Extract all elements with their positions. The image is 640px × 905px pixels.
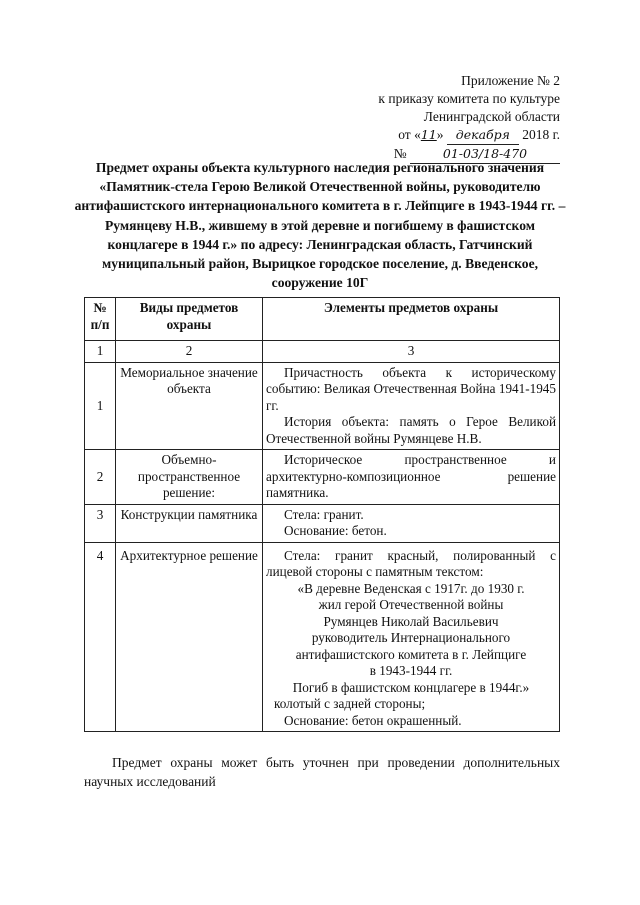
- row-num: 2: [85, 450, 116, 505]
- header-type: Виды предметов охраны: [116, 298, 263, 341]
- row-type: Архитектурное решение: [116, 542, 263, 732]
- appendix-block: [378, 72, 560, 164]
- protection-table: [84, 297, 560, 732]
- column-number-row: 1 2 3: [85, 341, 560, 363]
- footer-note: Предмет охраны может быть уточнен при проведении дополнительных научных исследований: [84, 755, 560, 789]
- row-num: 4: [85, 542, 116, 732]
- appendix-region-line: Ленинградской области: [423, 109, 560, 124]
- table-row: [85, 542, 560, 732]
- header-elements: Элементы предметов охраны: [263, 298, 560, 341]
- row-num: 1: [85, 362, 116, 450]
- handwritten-month: декабря: [447, 126, 519, 145]
- header-num: № п/п: [85, 298, 116, 341]
- appendix-order-line: к приказу комитета по культуре: [378, 91, 560, 106]
- appendix-title: Приложение № 2: [461, 73, 560, 88]
- memorial-inscription: «В деревне Веденская с 1917г. до 1930 г. жил герой Отечественной войны Румянцев Николай Васильевич руководитель Интернационального антифашистского комитета в г. Лейпциге в 1943-1944 гг. Погиб в фашистском концлагере в 1944г.»: [292, 580, 530, 695]
- row-elements: Историческое пространственное и архитектурно-композиционное решение памятника.: [263, 450, 560, 505]
- appendix-date-line: от «11» декабря 2018 г.: [378, 126, 560, 145]
- document-title: Предмет охраны объекта культурного наследия регионального значения «Памятник-стела Герою Великой Отечественной войны, руководителю антифашистского интернационального комитета в г. Лейпциге в 1943-1944 гг. – Румянцеву Н.В., жившему в этой деревне и погибшему в фашистском концлагере в 1944 г.» по адресу: Ленинградская область, Гатчинский муниципальный район, Вырицкое городское поселение, д. Введенское, сооружение 10Г: [74, 160, 566, 291]
- row-elements: Причастность объекта к историческому событию: Великая Отечественная Война 1941-1945 гг. История объекта: память о Герое Великой Отечественной войны Румянцеве Н.В.: [263, 362, 560, 450]
- handwritten-number: 01-03/18-470: [410, 145, 560, 164]
- table-row: [85, 362, 560, 450]
- appendix-number-line: № 01-03/18-470: [378, 145, 560, 164]
- row-type: Конструкции памятника: [116, 504, 263, 542]
- table-row: [85, 504, 560, 542]
- row-elements: Стела: гранит. Основание: бетон.: [263, 504, 560, 542]
- row-type: Мемориальное значение объекта: [116, 362, 263, 450]
- table-header-row: [85, 298, 560, 341]
- handwritten-day: 11: [420, 127, 437, 142]
- row-elements: Стела: гранит красный, полированный с лицевой стороны с памятным текстом: «В деревне Веденская с 1917г. до 1930 г. жил герой Отечественной войны Румянцев Николай Васильевич руководитель Интернационального антифашистского комитета в г. Лейпциге в 1943-1944 гг. Погиб в фашистском концлагере в 1944г.» колотый с задней стороны; Основание: бетон окрашенный.: [263, 542, 560, 732]
- row-num: 3: [85, 504, 116, 542]
- table-row: [85, 450, 560, 505]
- row-type: Объемно-пространственное решение:: [116, 450, 263, 505]
